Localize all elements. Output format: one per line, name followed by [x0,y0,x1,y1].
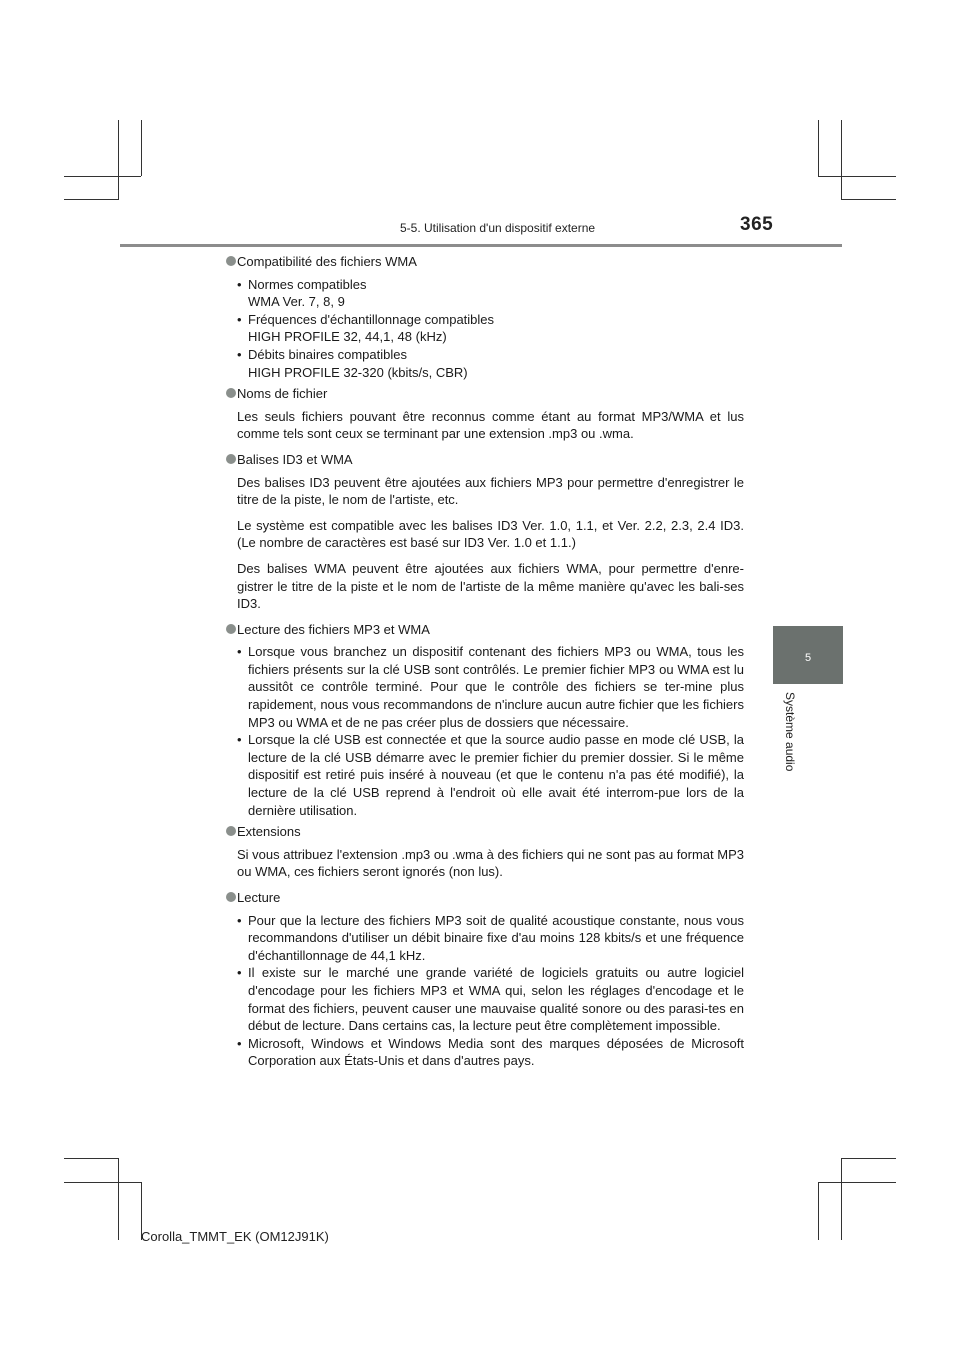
crop-mark [841,1158,842,1240]
header-rule [120,244,842,247]
section-heading [226,889,744,907]
chapter-number: 5 [804,652,812,664]
body-paragraph: Les seuls fichiers pouvant être reconnus comme étant au format MP3/WMA et lus comme tels sont ceux se terminant par une extension .mp3 ou .wma. [237,408,744,442]
body-paragraph: Le système est compatible avec les balises ID3 Ver. 1.0, 1.1, et Ver. 2.2, 2.3, 2.4 ID3. (Le nombre de caractères est basé sur ID3 Ver. 1.0 et 1.1.) [237,517,744,551]
chapter-title-text: Système audio [783,692,797,772]
crop-mark [818,120,819,176]
bullet-circle-icon [226,624,236,634]
section-heading [226,621,744,639]
page-content [226,253,744,1074]
section-heading-text: Compatibilité des fichiers WMA [237,254,417,269]
bullet-circle-icon [226,892,236,902]
crop-mark [118,1158,119,1240]
page-number: 365 [740,214,774,235]
section-heading-text: Extensions [237,824,301,840]
sub-list [226,276,744,382]
body-paragraph: Des balises WMA peuvent être ajoutées aux fichiers WMA, pour permettre d'enre-gistrer le titre de la piste et le nom de l'artiste de la même manière qu'avec les bali-ses ID3. [237,560,744,612]
crop-mark [818,1182,819,1240]
crop-mark [818,1182,896,1183]
section-heading-text: Noms de fichier [237,386,328,402]
list-item: • Fréquences d'échantillonnage compatibles HIGH PROFILE 32, 44,1, 48 (kHz) [237,311,744,346]
list-item: • Lorsque vous branchez un dispositif contenant des fichiers MP3 ou WMA, tous les fichiers présents sur la clé USB sont contrôlés. Le premier fichier MP3 ou WMA est lu aussitôt ce contrôle terminé. Pour que le contrôle des fichiers se ter-mine plus rapidement, nous vous recommandons de n'inclure aucun autre fichier que les fichiers MP3 ou WMA et de ne pas créer plus de dossiers que nécessaire. [237,643,744,731]
chapter-tab [773,626,843,684]
body-paragraph: Si vous attribuez l'extension .mp3 ou .wma à des fichiers qui ne sont pas au format MP3 ou WMA, ces fichiers seront ignorés (non lus). [237,846,744,880]
sub-list [226,912,744,1070]
list-item: • Lorsque la clé USB est connectée et que la source audio passe en mode clé USB, la lecture de la clé USB démarre avec le premier fichier du premier dossier. Si le même dispositif est retiré puis inséré à nouveau (et que le contenu n'a pas été modifié), la lecture de la clé USB reprend à l'endroit où elle avait été interrom-pue lors de la dernière utilisation. [237,731,744,819]
sub-list [226,643,744,819]
document-reference: Corolla_TMMT_EK (OM12J91K) [141,1229,329,1244]
crop-mark [64,176,141,177]
section-heading [226,253,744,271]
crop-mark [64,1182,141,1183]
list-item: • Pour que la lecture des fichiers MP3 soit de qualité acoustique constante, nous vous recommandons d'utiliser un débit binaire fixe d'au moins 128 kbits/s et une fréquence d'échantillonnage de 44,1 kHz. [237,912,744,965]
section-heading [226,451,744,469]
crop-mark [64,1158,118,1159]
bullet-circle-icon [226,256,236,266]
crop-mark [141,120,142,176]
crop-mark [841,1158,896,1159]
bullet-circle-icon [226,388,236,398]
section-title: 5-5. Utilisation d'un dispositif externe [400,221,596,235]
section-heading [226,385,744,403]
bullet-circle-icon [226,826,236,836]
section-heading-text: Lecture des fichiers MP3 et WMA [237,621,430,637]
crop-mark [841,199,896,200]
section-heading-text: Balises ID3 et WMA [237,451,353,467]
crop-mark [64,199,118,200]
crop-mark [841,120,842,200]
crop-mark [118,120,119,200]
section-heading-text: Lecture [237,890,281,905]
section-heading [226,823,744,841]
body-paragraph: Des balises ID3 peuvent être ajoutées aux fichiers MP3 pour permettre d'enregistrer le titre de la piste, le nom de l'artiste, etc. [237,474,744,508]
list-item: • Normes compatibles WMA Ver. 7, 8, 9 [237,276,744,311]
list-item: • Microsoft, Windows et Windows Media sont des marques déposées de Microsoft Corporation aux États-Unis et dans d'autres pays. [237,1035,744,1070]
chapter-title [783,692,797,812]
crop-mark [818,176,896,177]
list-item: • Débits binaires compatibles HIGH PROFILE 32-320 (kbits/s, CBR) [237,346,744,381]
bullet-circle-icon [226,454,236,464]
list-item: • Il existe sur le marché une grande variété de logiciels gratuits ou autre logiciel d'encodage pour les fichiers MP3 et WMA qui, selon les réglages d'encodage et le format des fichiers, peuvent causer une mauvaise qualité sonore ou des parasi-tes en début de lecture. Dans certains cas, la lecture peut être complètement impossible. [237,964,744,1034]
